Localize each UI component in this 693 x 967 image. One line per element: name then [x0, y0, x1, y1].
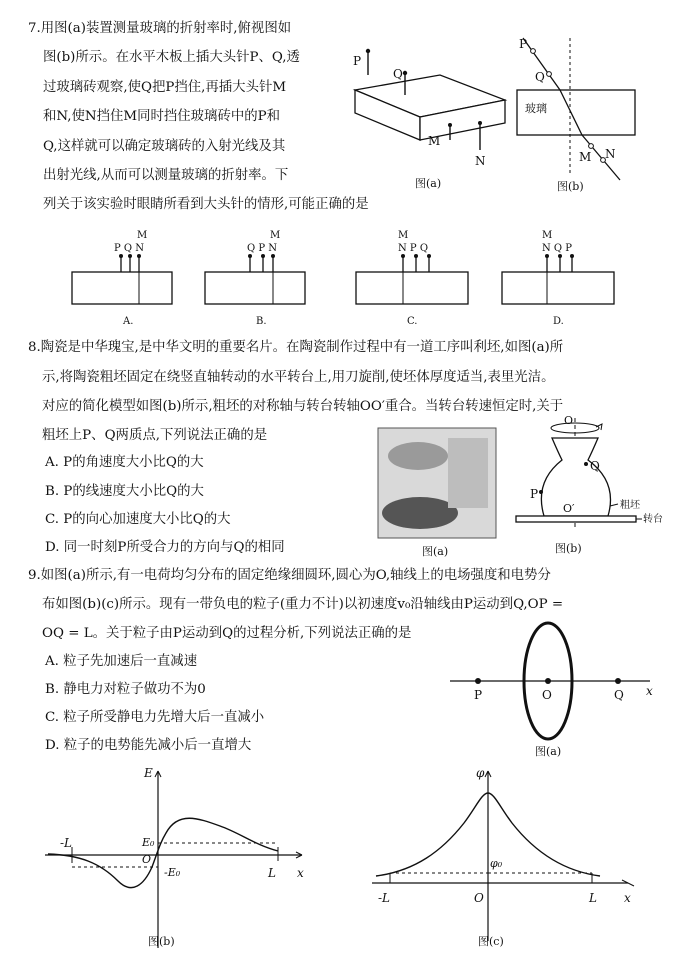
q7-line-1: 7.用图(a)装置测量玻璃的折射率时,俯视图如 [28, 21, 292, 36]
q8-option-c[interactable]: C. P的向心加速度大小比Q的大 [45, 512, 231, 527]
q9b-caption: 图(b) [148, 935, 175, 948]
q8-line-3: 对应的简化模型如图(b)所示,粗坯的对称轴与转台转轴OO′重合。当转台转速恒定时,关于 [42, 399, 564, 414]
q9c-label-phi0: φ₀ [490, 857, 503, 870]
q9b-label-e0: E₀ [142, 836, 155, 849]
q7-option-d-bottom: N Q P [542, 243, 573, 254]
q9-line-3: OQ = L。关于粒子由P运动到Q的过程分析,下列说法正确的是 [42, 626, 412, 641]
q7-line-7: 列关于该实验时眼睛所看到大头针的情形,可能正确的是 [43, 197, 369, 212]
q7a-label-q: Q [393, 67, 403, 81]
q7b-label-glass: 玻璃 [525, 102, 547, 115]
q7b-label-m: M [579, 150, 592, 164]
q9-figure-c [360, 763, 650, 953]
q9a-label-o: O [542, 688, 552, 702]
q9-line-1: 9.如图(a)所示,有一电荷均匀分布的固定绝缘细圆环,圆心为O,轴线上的电场强度和电势分 [28, 568, 551, 583]
q7-line-2: 图(b)所示。在水平木板上插大头针P、Q,透 [43, 50, 300, 65]
q7-option-a-top: M [137, 230, 148, 241]
q7-option-d[interactable] [500, 228, 620, 328]
q7b-label-p: P [519, 37, 528, 51]
q9-line-2: 布如图(b)(c)所示。现有一带负电的粒子(重力不计)以初速度v₀沿轴线由P运动到Q,OP = [42, 597, 564, 612]
q7-option-a-bottom: P Q N [114, 243, 145, 254]
q8b-label-o: O [564, 414, 574, 427]
q7-line-5: Q,这样就可以确定玻璃砖的入射光线及其 [43, 139, 286, 154]
q7-option-c[interactable] [354, 228, 474, 328]
q9c-label-phi: φ [476, 766, 485, 780]
q7-option-c-bottom: N P Q [398, 243, 429, 254]
q8-option-b[interactable]: B. P的线速度大小比Q的大 [45, 484, 204, 499]
q9a-label-x: x [646, 684, 653, 698]
q7-option-d-letter: D. [553, 316, 564, 327]
q9c-label-o: O [474, 891, 484, 905]
q7b-caption: 图(b) [557, 180, 584, 193]
q9-option-b[interactable]: B. 静电力对粒子做功不为0 [45, 682, 206, 697]
q7-option-b[interactable] [203, 228, 313, 328]
q8-option-a[interactable]: A. P的角速度大小比Q的大 [45, 455, 204, 470]
q7-option-d-top: M [542, 230, 553, 241]
q7a-label-n: N [475, 154, 486, 168]
q7a-label-p: P [353, 54, 362, 68]
q9c-label-l: L [589, 891, 597, 905]
q9b-label-neg-e0: -E₀ [164, 866, 181, 879]
q8b-label-q: Q [590, 459, 600, 473]
q7-option-c-letter: C. [407, 316, 418, 327]
q8-figure-b [500, 412, 670, 562]
q7-line-6: 出射光线,从而可以测量玻璃的折射率。下 [43, 168, 289, 183]
q9a-caption: 图(a) [535, 745, 562, 758]
q9b-label-neg-l: -L [60, 836, 73, 850]
q7-figure-a [345, 45, 515, 195]
q8-line-1: 8.陶瓷是中华瑰宝,是中华文明的重要名片。在陶瓷制作过程中有一道工序叫利坯,如图(a)所 [28, 340, 564, 355]
q7b-label-n: N [605, 147, 616, 161]
q9b-label-e: E [144, 766, 153, 780]
q8-figure-a-photo [378, 428, 498, 561]
q7-option-b-top: M [270, 230, 281, 241]
q9c-label-neg-l: -L [378, 891, 391, 905]
q9b-label-x: x [297, 866, 304, 880]
q8b-label-table: 转台 [643, 514, 663, 525]
q9b-label-o: O [142, 853, 152, 866]
q7-option-a[interactable] [70, 228, 180, 328]
q9a-label-p: P [474, 688, 483, 702]
q8b-label-blank: 粗坯 [620, 500, 640, 511]
q7b-label-q: Q [535, 70, 545, 84]
q7-option-a-letter: A. [123, 316, 134, 327]
q9-option-a[interactable]: A. 粒子先加速后一直减速 [45, 654, 198, 669]
q9c-caption: 图(c) [478, 935, 504, 948]
q7-figure-b [515, 30, 665, 195]
q9c-label-x: x [624, 891, 631, 905]
q9-figure-a [440, 615, 665, 763]
q7-option-b-letter: B. [256, 316, 267, 327]
q9-option-d[interactable]: D. 粒子的电势能先减小后一直增大 [45, 738, 252, 753]
q8-line-4: 粗坯上P、Q两质点,下列说法正确的是 [42, 428, 268, 443]
q9-figure-b [40, 763, 320, 953]
q8b-label-o-prime: O′ [563, 502, 575, 515]
q7-option-c-top: M [398, 230, 409, 241]
q8a-caption: 图(a) [422, 545, 449, 558]
q7a-label-m: M [428, 134, 441, 148]
q8b-caption: 图(b) [555, 542, 582, 555]
q7-line-4: 和N,使N挡住M同时挡住玻璃砖中的P和 [43, 109, 281, 124]
q7-line-3: 过玻璃砖观察,使Q把P挡住,再插大头针M [43, 80, 287, 95]
q8-line-2: 示,将陶瓷粗坯固定在绕竖直轴转动的水平转台上,用刀旋削,使坯体厚度适当,表里光洁。 [42, 370, 555, 385]
q9-option-c[interactable]: C. 粒子所受静电力先增大后一直减小 [45, 710, 265, 725]
q9a-label-q: Q [614, 688, 624, 702]
q9b-label-l: L [268, 866, 276, 880]
q8-option-d[interactable]: D. 同一时刻P所受合力的方向与Q的相同 [45, 540, 285, 555]
q8b-label-p: P [530, 487, 539, 501]
q7a-caption: 图(a) [415, 177, 442, 190]
q7-option-b-bottom: Q P N [247, 243, 278, 254]
